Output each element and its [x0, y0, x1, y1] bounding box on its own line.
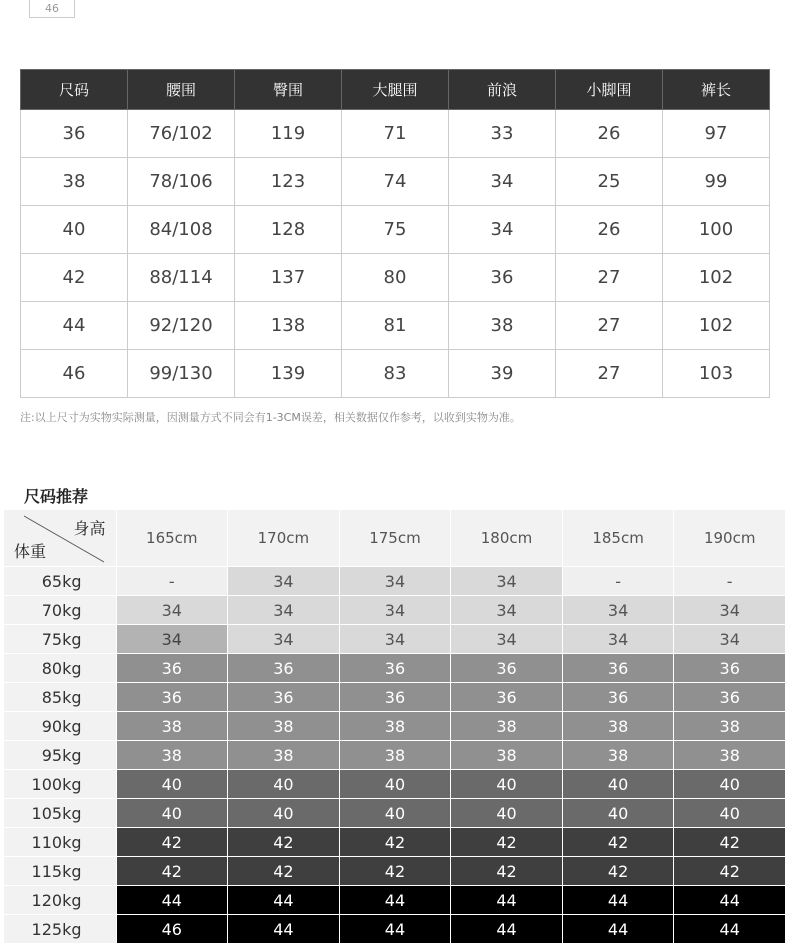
- recommended-size-cell: 34: [674, 596, 786, 625]
- recommended-size-cell: 40: [674, 770, 786, 799]
- recommended-size-cell: 40: [451, 799, 563, 828]
- table-cell: 40: [21, 206, 128, 254]
- recommended-size-cell: 38: [228, 741, 340, 770]
- recommended-size-cell: 40: [116, 799, 228, 828]
- recommended-size-cell: 44: [339, 886, 451, 915]
- recommended-size-cell: 40: [339, 770, 451, 799]
- recommended-size-cell: 44: [116, 886, 228, 915]
- table-cell: 44: [21, 302, 128, 350]
- table-cell: 74: [342, 158, 449, 206]
- table-cell: 25: [556, 158, 663, 206]
- recommended-size-cell: 38: [451, 712, 563, 741]
- table-row: [4, 770, 786, 799]
- recommended-size-cell: 34: [451, 596, 563, 625]
- recommended-size-cell: 36: [451, 654, 563, 683]
- recommended-size-cell: 36: [674, 654, 786, 683]
- table-cell: 103: [663, 350, 770, 398]
- table-row: [4, 596, 786, 625]
- recommended-size-cell: 34: [116, 596, 228, 625]
- recommended-size-cell: 38: [116, 741, 228, 770]
- table-row: [21, 254, 770, 302]
- table-cell: 76/102: [128, 110, 235, 158]
- recommended-size-cell: 40: [562, 770, 674, 799]
- table-cell: 100: [663, 206, 770, 254]
- recommended-size-cell: 42: [562, 828, 674, 857]
- recommended-size-cell: 36: [562, 683, 674, 712]
- table-cell: 99: [663, 158, 770, 206]
- recommended-size-cell: 40: [228, 799, 340, 828]
- weight-cell: 110kg: [4, 828, 116, 857]
- recommended-size-cell: 34: [339, 625, 451, 654]
- recommended-size-cell: 34: [451, 567, 563, 596]
- weight-cell: 70kg: [4, 596, 116, 625]
- recommended-size-cell: -: [116, 567, 228, 596]
- recommended-size-cell: 38: [339, 712, 451, 741]
- table-row: [4, 712, 786, 741]
- weight-cell: 125kg: [4, 915, 116, 944]
- recommended-size-cell: 40: [116, 770, 228, 799]
- table-cell: 46: [21, 350, 128, 398]
- recommended-size-cell: 40: [674, 799, 786, 828]
- recommended-size-cell: 34: [562, 625, 674, 654]
- table-cell: 92/120: [128, 302, 235, 350]
- recommended-size-cell: 36: [562, 654, 674, 683]
- weight-cell: 105kg: [4, 799, 116, 828]
- table-cell: 83: [342, 350, 449, 398]
- weight-cell: 115kg: [4, 857, 116, 886]
- recommended-size-cell: 36: [228, 654, 340, 683]
- recommended-size-cell: 44: [451, 915, 563, 944]
- recommended-size-cell: -: [562, 567, 674, 596]
- recommended-size-cell: 44: [451, 886, 563, 915]
- table-row: [21, 206, 770, 254]
- header-cell: 臀围: [235, 70, 342, 110]
- table-row: [4, 683, 786, 712]
- recommended-size-cell: 36: [674, 683, 786, 712]
- recommended-size-cell: 38: [116, 712, 228, 741]
- recommended-size-cell: 44: [339, 915, 451, 944]
- size-chart-table: [20, 69, 770, 398]
- recommended-size-cell: 34: [339, 567, 451, 596]
- recommended-size-cell: 42: [339, 857, 451, 886]
- weight-cell: 80kg: [4, 654, 116, 683]
- table-row: [21, 350, 770, 398]
- table-cell: 97: [663, 110, 770, 158]
- measurement-note: 注:以上尺寸为实物实际测量，因测量方式不同会有1-3CM误差，相关数据仅作参考，以收到实物为准。: [20, 411, 521, 424]
- height-header-cell: 170cm: [228, 510, 340, 567]
- table-row: [4, 857, 786, 886]
- height-axis-label: 身高: [73, 519, 106, 538]
- header-cell: 腰围: [128, 70, 235, 110]
- table-cell: 39: [449, 350, 556, 398]
- recommended-size-cell: 44: [562, 915, 674, 944]
- table-cell: 27: [556, 254, 663, 302]
- weight-cell: 75kg: [4, 625, 116, 654]
- weight-cell: 120kg: [4, 886, 116, 915]
- weight-cell: 95kg: [4, 741, 116, 770]
- recommended-size-cell: 34: [674, 625, 786, 654]
- table-cell: 33: [449, 110, 556, 158]
- height-header-cell: 180cm: [451, 510, 563, 567]
- table-cell: 38: [449, 302, 556, 350]
- table-cell: 139: [235, 350, 342, 398]
- table-cell: 137: [235, 254, 342, 302]
- recommended-size-cell: 44: [228, 915, 340, 944]
- recommended-size-cell: 34: [228, 625, 340, 654]
- recommended-size-cell: 42: [339, 828, 451, 857]
- recommended-size-cell: 34: [562, 596, 674, 625]
- table-row: [21, 158, 770, 206]
- recommended-size-cell: 34: [228, 596, 340, 625]
- recommended-size-cell: 38: [562, 741, 674, 770]
- recommended-size-cell: 40: [562, 799, 674, 828]
- recommended-size-cell: 38: [674, 741, 786, 770]
- recommended-size-cell: 44: [562, 886, 674, 915]
- size-chart-header-row: [21, 70, 770, 110]
- table-cell: 81: [342, 302, 449, 350]
- table-cell: 38: [21, 158, 128, 206]
- table-cell: 78/106: [128, 158, 235, 206]
- recommended-size-cell: 40: [451, 770, 563, 799]
- recommended-size-cell: 38: [451, 741, 563, 770]
- table-cell: 27: [556, 302, 663, 350]
- weight-axis-label: 体重: [14, 542, 47, 561]
- recommended-size-cell: 42: [228, 857, 340, 886]
- table-cell: 26: [556, 110, 663, 158]
- table-cell: 102: [663, 254, 770, 302]
- recommended-size-cell: 38: [674, 712, 786, 741]
- recommended-size-cell: 36: [339, 654, 451, 683]
- table-row: [4, 915, 786, 944]
- recommended-size-cell: 38: [562, 712, 674, 741]
- table-row: [4, 625, 786, 654]
- recommended-size-cell: 36: [228, 683, 340, 712]
- table-cell: 138: [235, 302, 342, 350]
- recommended-size-cell: 34: [116, 625, 228, 654]
- recommended-size-cell: 34: [339, 596, 451, 625]
- table-row: [21, 302, 770, 350]
- recommended-size-cell: 42: [116, 857, 228, 886]
- recommended-size-cell: 34: [228, 567, 340, 596]
- table-cell: 26: [556, 206, 663, 254]
- table-cell: 119: [235, 110, 342, 158]
- table-cell: 128: [235, 206, 342, 254]
- recommended-size-cell: 42: [451, 857, 563, 886]
- height-header-cell: 185cm: [562, 510, 674, 567]
- recommended-size-cell: 42: [674, 857, 786, 886]
- recommended-size-cell: 40: [339, 799, 451, 828]
- table-cell: 99/130: [128, 350, 235, 398]
- weight-cell: 65kg: [4, 567, 116, 596]
- header-cell: 小脚围: [556, 70, 663, 110]
- weight-cell: 85kg: [4, 683, 116, 712]
- table-cell: 36: [449, 254, 556, 302]
- recommendation-title: 尺码推荐: [24, 487, 89, 506]
- table-cell: 34: [449, 206, 556, 254]
- table-cell: 27: [556, 350, 663, 398]
- recommended-size-cell: 36: [339, 683, 451, 712]
- height-header-cell: 175cm: [339, 510, 451, 567]
- table-row: [4, 828, 786, 857]
- recommendation-header-row: [4, 510, 786, 567]
- header-cell: 裤长: [663, 70, 770, 110]
- table-row: [4, 799, 786, 828]
- recommended-size-cell: 36: [451, 683, 563, 712]
- table-row: [4, 886, 786, 915]
- recommended-size-cell: 44: [674, 915, 786, 944]
- recommended-size-cell: 36: [116, 683, 228, 712]
- recommended-size-cell: 44: [674, 886, 786, 915]
- header-cell: 尺码: [21, 70, 128, 110]
- recommended-size-cell: 46: [116, 915, 228, 944]
- table-cell: 84/108: [128, 206, 235, 254]
- recommended-size-cell: 44: [228, 886, 340, 915]
- recommended-size-cell: 40: [228, 770, 340, 799]
- partial-size-box: 46: [29, 0, 75, 18]
- size-recommendation-table: [4, 510, 786, 943]
- recommended-size-cell: 42: [228, 828, 340, 857]
- table-row: [4, 741, 786, 770]
- recommended-size-cell: 42: [562, 857, 674, 886]
- table-cell: 102: [663, 302, 770, 350]
- height-header-cell: 190cm: [674, 510, 786, 567]
- table-cell: 123: [235, 158, 342, 206]
- table-row: [21, 110, 770, 158]
- recommended-size-cell: 42: [116, 828, 228, 857]
- weight-cell: 90kg: [4, 712, 116, 741]
- recommended-size-cell: -: [674, 567, 786, 596]
- table-cell: 34: [449, 158, 556, 206]
- table-cell: 75: [342, 206, 449, 254]
- recommended-size-cell: 38: [339, 741, 451, 770]
- table-row: [4, 654, 786, 683]
- recommended-size-cell: 36: [116, 654, 228, 683]
- table-cell: 36: [21, 110, 128, 158]
- height-header-cell: 165cm: [116, 510, 228, 567]
- recommended-size-cell: 42: [674, 828, 786, 857]
- recommended-size-cell: 42: [451, 828, 563, 857]
- table-cell: 71: [342, 110, 449, 158]
- corner-header-cell: [4, 510, 116, 567]
- recommended-size-cell: 34: [451, 625, 563, 654]
- header-cell: 大腿围: [342, 70, 449, 110]
- table-cell: 88/114: [128, 254, 235, 302]
- table-row: [4, 567, 786, 596]
- table-cell: 42: [21, 254, 128, 302]
- header-cell: 前浪: [449, 70, 556, 110]
- table-cell: 80: [342, 254, 449, 302]
- recommended-size-cell: 38: [228, 712, 340, 741]
- weight-cell: 100kg: [4, 770, 116, 799]
